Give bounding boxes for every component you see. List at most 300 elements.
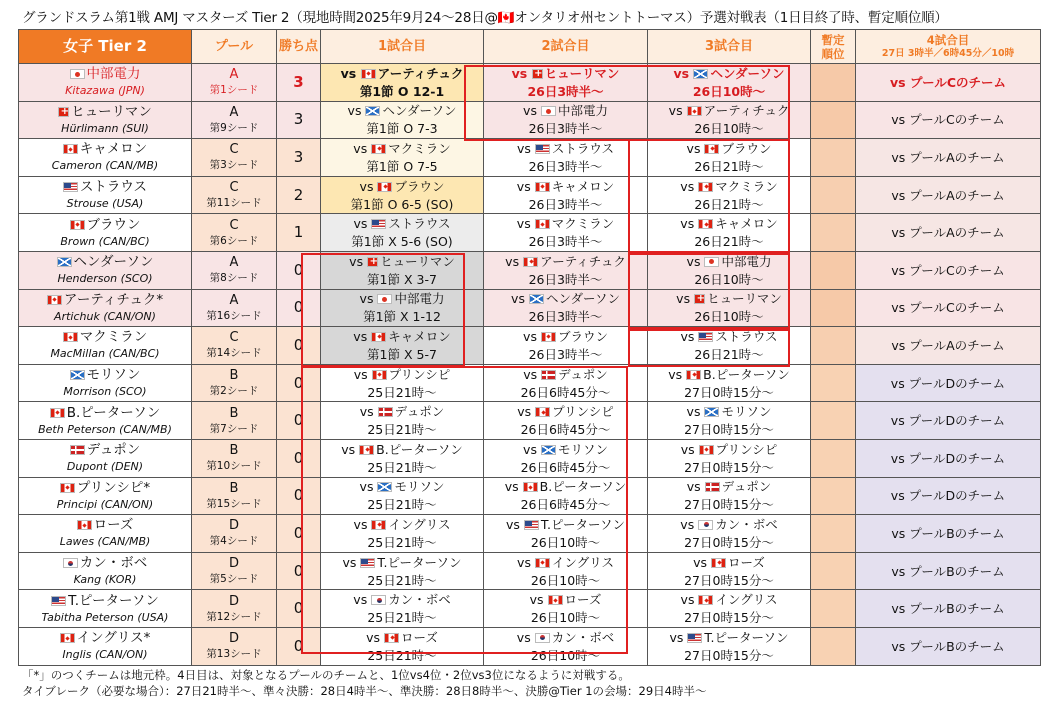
- opponent: [321, 591, 483, 609]
- pool-letter: A: [229, 67, 239, 83]
- player-cell: [19, 552, 192, 590]
- opponent-name: アーティチュク: [703, 103, 790, 119]
- player-name: [19, 404, 191, 422]
- match-info: 第1節 X 5-7: [367, 346, 437, 362]
- points-cell: 0: [277, 552, 321, 590]
- opponent: [648, 290, 810, 308]
- player-name-en: Inglis (CAN/ON): [62, 648, 148, 662]
- points-cell: 0: [277, 439, 321, 477]
- pool-cell: [192, 364, 277, 402]
- game3-cell: [648, 289, 811, 327]
- match-info: 第1節 O 7-5: [366, 158, 438, 174]
- opponent: [321, 178, 483, 196]
- vs-label: vs: [673, 65, 694, 81]
- match-info: 26日21時〜: [694, 196, 764, 212]
- pool-cell: [192, 439, 277, 477]
- vs-label: vs: [686, 140, 705, 156]
- flag-can-icon: [698, 219, 713, 229]
- vs-label: vs: [347, 103, 366, 119]
- player-name: [19, 516, 191, 534]
- game4-cell: vs プールDのチーム: [856, 402, 1041, 440]
- match-info: 第1節 X 3-7: [367, 271, 437, 287]
- header-game4-sub: 27日 3時半／6時45分／10時: [881, 47, 1015, 59]
- flag-jpn-icon: [704, 257, 719, 267]
- player-cell: [19, 402, 192, 440]
- flag-can-icon: [711, 558, 726, 568]
- rank-cell: [811, 590, 856, 628]
- points-cell: 0: [277, 251, 321, 289]
- match-info: 27日0時15分〜: [684, 422, 774, 438]
- player-name-en: Tabitha Peterson (USA): [41, 610, 169, 624]
- opponent: [321, 366, 483, 384]
- opponent: [321, 328, 483, 346]
- match-info: 第1節 O 6-5 (SO): [350, 196, 454, 212]
- player-name: [19, 554, 191, 572]
- player-name-en: Strouse (USA): [66, 197, 144, 211]
- opponent: [484, 102, 647, 120]
- player-name-en: Dupont (DEN): [66, 460, 144, 474]
- opponent: [484, 253, 647, 271]
- match-info: 25日21時〜: [367, 647, 437, 663]
- flag-can-icon: [535, 182, 550, 192]
- rank-cell: [811, 139, 856, 177]
- player-name: [19, 328, 191, 346]
- opponent: [484, 629, 647, 647]
- pool-cell: [192, 402, 277, 440]
- header-points: 勝ち点: [277, 30, 321, 64]
- opponent-name: B.ピーターソン: [703, 366, 790, 382]
- game4-cell: vs プールDのチーム: [856, 439, 1041, 477]
- page-title: グランドスラム第1戦 AMJ マスターズ Tier 2（現地時間2025年9月24〜28日@🇨🇦オンタリオ州セントトーマス）予選対戦表（1日目終了時、暫定順位順）: [22, 10, 948, 26]
- vs-label: vs: [680, 441, 699, 457]
- opponent-name: イングリス: [388, 516, 451, 532]
- opponent-name: デュポン: [558, 366, 608, 382]
- match-info: 26日3時半〜: [528, 158, 603, 174]
- opponent-name: イングリス: [551, 554, 614, 570]
- pool-letter: C: [229, 217, 239, 233]
- opponent: [648, 328, 810, 346]
- opponent-name: マクミラン: [551, 216, 615, 232]
- flag-can-icon: [60, 633, 75, 643]
- opponent: [648, 403, 810, 421]
- match-info: 25日21時〜: [367, 422, 437, 438]
- opponent-name: イングリス: [715, 592, 778, 608]
- flag-can-icon: [523, 482, 538, 492]
- table-row: [19, 590, 1041, 628]
- flag-can-icon: [535, 558, 550, 568]
- opponent: [484, 516, 647, 534]
- player-name-text: ストラウス: [79, 179, 148, 196]
- vs-label: vs: [516, 216, 535, 232]
- match-info: 27日0時15分〜: [684, 459, 774, 475]
- match-info: 26日6時45分〜: [520, 497, 611, 513]
- vs-label: vs: [353, 216, 372, 232]
- player-cell: [19, 327, 192, 365]
- opponent: [648, 478, 810, 496]
- opponent: [648, 441, 810, 459]
- flag-can-icon: [535, 219, 550, 229]
- table-row: [19, 214, 1041, 252]
- opponent: [321, 215, 483, 233]
- player-name-text: ブラウン: [86, 216, 141, 233]
- opponent-name: モリソン: [557, 441, 608, 457]
- vs-label: vs: [359, 479, 378, 495]
- player-cell: [19, 590, 192, 628]
- rank-cell: [811, 439, 856, 477]
- vs-label: vs: [680, 216, 699, 232]
- flag-kor-icon: [63, 558, 78, 568]
- flag-can-icon: [541, 332, 556, 342]
- game1-cell: [321, 439, 484, 477]
- table-row: [19, 627, 1041, 665]
- player-cell: [19, 364, 192, 402]
- game4-cell: vs プールAのチーム: [856, 139, 1041, 177]
- pool-letter: D: [228, 518, 239, 534]
- flag-usa-icon: [524, 520, 539, 530]
- game2-cell: [484, 364, 648, 402]
- rank-cell: [811, 214, 856, 252]
- opponent: [484, 178, 647, 196]
- player-cell: [19, 627, 192, 665]
- vs-label: vs: [353, 328, 372, 344]
- flag-can-icon: [63, 144, 78, 154]
- flag-can-icon: [384, 633, 399, 643]
- points-cell: 0: [277, 327, 321, 365]
- game4-cell: vs プールBのチーム: [856, 552, 1041, 590]
- vs-label: vs: [517, 554, 535, 570]
- points-cell: 3: [277, 64, 321, 102]
- table-row: [19, 101, 1041, 139]
- header-rank-text: 暫定 順位: [821, 32, 845, 61]
- header-game4-label: 4試合目: [926, 32, 970, 47]
- pool-letter: B: [229, 405, 239, 421]
- player-name-text: プリンシピ*: [76, 479, 151, 496]
- seed-label: 第1シード: [209, 84, 259, 97]
- player-name-en: Kitazawa (JPN): [65, 84, 145, 98]
- vs-label: vs: [680, 592, 699, 608]
- game4-cell: vs プールDのチーム: [856, 477, 1041, 515]
- player-name-text: ローズ: [93, 517, 134, 534]
- game3-cell: [648, 590, 811, 628]
- game3-cell: [648, 176, 811, 214]
- flag-can-icon: [699, 445, 714, 455]
- match-info: 26日6時45分〜: [520, 422, 611, 438]
- pool-letter: C: [229, 142, 239, 158]
- game4-cell: vs プールCのチーム: [856, 251, 1041, 289]
- match-info: 25日21時〜: [367, 572, 437, 588]
- flag-can-icon: [60, 483, 75, 493]
- vs-label: vs: [668, 366, 687, 382]
- match-info: 26日10時〜: [692, 83, 766, 99]
- rank-cell: [811, 101, 856, 139]
- player-name-text: アーティチュク*: [63, 291, 164, 308]
- opponent-name: ストラウス: [715, 328, 778, 344]
- opponent-name: カン・ボベ: [388, 592, 451, 608]
- opponent: [648, 366, 810, 384]
- pool-cell: [192, 251, 277, 289]
- vs-label: vs: [529, 592, 548, 608]
- opponent: [648, 554, 810, 572]
- flag-sui-icon: [694, 294, 705, 304]
- opponent-name: ローズ: [564, 592, 602, 608]
- points-cell: 0: [277, 477, 321, 515]
- pool-cell: [192, 289, 277, 327]
- flag-can-icon: [70, 220, 85, 230]
- game1-cell: [321, 590, 484, 628]
- player-cell: [19, 176, 192, 214]
- pool-letter: D: [228, 556, 239, 572]
- vs-label: vs: [669, 629, 688, 645]
- vs-label: vs: [686, 253, 705, 269]
- match-info: 26日10時〜: [694, 271, 764, 287]
- pool-letter: D: [228, 631, 239, 647]
- opponent: [321, 65, 483, 83]
- opponent-name: T.ピーターソン: [704, 629, 789, 645]
- header-game4: [856, 30, 1041, 64]
- points-cell: 2: [277, 176, 321, 214]
- game2-cell: [484, 251, 648, 289]
- game2-cell: [484, 289, 648, 327]
- flag-kor-icon: [698, 520, 713, 530]
- game3-cell: [648, 364, 811, 402]
- player-name-en: Morrison (SCO): [63, 385, 147, 399]
- match-info: 26日21時〜: [694, 158, 764, 174]
- vs-label: vs: [523, 103, 541, 119]
- match-info: 26日10時〜: [530, 647, 601, 663]
- pool-letter: B: [229, 480, 239, 496]
- rank-cell: [811, 64, 856, 102]
- match-info: 27日0時15分〜: [684, 610, 774, 626]
- opponent: [321, 629, 483, 647]
- flag-den-icon: [541, 370, 556, 380]
- opponent-name: ブラウン: [394, 178, 445, 194]
- rank-cell: [811, 176, 856, 214]
- match-info: 第1節 X 1-12: [363, 309, 441, 325]
- vs-label: vs: [505, 516, 524, 532]
- match-info: 第1節 O 7-3: [366, 121, 438, 137]
- opponent: [484, 140, 647, 158]
- flag-sui-icon: [532, 69, 543, 79]
- match-info: 26日3時半〜: [528, 196, 603, 212]
- player-name-text: ヒューリマン: [71, 103, 152, 120]
- vs-label: vs: [366, 629, 384, 645]
- player-name: [19, 216, 191, 234]
- match-info: 26日3時半〜: [528, 346, 603, 362]
- flag-sco-icon: [704, 407, 719, 417]
- game3-cell: [648, 552, 811, 590]
- vs-label: vs: [359, 404, 378, 420]
- game3-cell: [648, 214, 811, 252]
- game1-cell: [321, 627, 484, 665]
- header-rank: [811, 30, 856, 64]
- table-row: [19, 289, 1041, 327]
- vs-label: vs: [516, 178, 535, 194]
- vs-label: vs: [340, 65, 361, 81]
- match-info: 27日0時15分〜: [684, 384, 774, 400]
- player-name-en: Kang (KOR): [73, 573, 137, 587]
- flag-can-icon: [523, 257, 538, 267]
- game2-cell: [484, 627, 648, 665]
- pool-letter: C: [229, 180, 239, 196]
- vs-label: vs: [516, 629, 535, 645]
- opponent: [484, 65, 647, 83]
- match-info: 26日6時45分〜: [520, 384, 611, 400]
- opponent-name: ヒューリマン: [707, 291, 782, 307]
- opponent: [648, 629, 810, 647]
- footnote-local-teams: 「*」のつくチームは地元枠。4日目は、対象となるプールのチームと、1位vs4位・2位vs3位になるように対戦する。: [22, 668, 630, 682]
- rank-cell: [811, 364, 856, 402]
- match-info: 26日3時半〜: [528, 271, 603, 287]
- player-cell: [19, 515, 192, 553]
- opponent-name: ストラウス: [388, 216, 451, 232]
- flag-den-icon: [378, 407, 393, 417]
- opponent-name: カン・ボベ: [715, 516, 778, 532]
- game3-cell: [648, 477, 811, 515]
- table-row: [19, 515, 1041, 553]
- game3-cell: [648, 101, 811, 139]
- header-game2: 2試合目: [484, 30, 648, 64]
- opponent: [484, 441, 647, 459]
- game4-cell: vs プールCのチーム: [856, 101, 1041, 139]
- vs-label: vs: [504, 479, 523, 495]
- points-cell: 0: [277, 402, 321, 440]
- opponent-name: キャメロン: [551, 178, 615, 194]
- opponent: [648, 178, 810, 196]
- flag-can-icon: [371, 144, 386, 154]
- game3-cell: [648, 515, 811, 553]
- pool-cell: [192, 552, 277, 590]
- opponent-name: キャメロン: [388, 328, 451, 344]
- player-name-text: イングリス*: [76, 630, 151, 647]
- opponent: [484, 478, 647, 496]
- vs-label: vs: [505, 253, 524, 269]
- vs-label: vs: [342, 554, 361, 570]
- match-info: 25日21時〜: [367, 534, 437, 550]
- game2-cell: [484, 552, 648, 590]
- vs-label: vs: [353, 516, 372, 532]
- opponent-name: マクミラン: [715, 178, 778, 194]
- pool-letter: B: [229, 368, 239, 384]
- game2-cell: [484, 590, 648, 628]
- seed-label: 第6シード: [209, 234, 259, 247]
- flag-den-icon: [705, 482, 720, 492]
- header-game1: 1試合目: [321, 30, 484, 64]
- player-cell: [19, 214, 192, 252]
- vs-label: vs: [523, 328, 541, 344]
- header-tier: 女子 Tier 2: [19, 30, 192, 64]
- opponent-name: キャメロン: [715, 216, 778, 232]
- table-row: [19, 251, 1041, 289]
- flag-sco-icon: [365, 106, 380, 116]
- header-row: [19, 30, 1041, 64]
- points-cell: 3: [277, 139, 321, 177]
- game1-cell: [321, 552, 484, 590]
- match-info: 27日0時15分〜: [684, 572, 774, 588]
- match-info: 27日0時15分〜: [684, 647, 774, 663]
- vs-label: vs: [680, 516, 699, 532]
- opponent-name: B.ピーターソン: [376, 441, 463, 457]
- vs-label: vs: [359, 291, 378, 307]
- flag-can-icon: [359, 445, 374, 455]
- opponent-name: プリンシピ: [388, 366, 451, 382]
- vs-label: vs: [511, 291, 529, 307]
- vs-label: vs: [686, 404, 705, 420]
- opponent-name: T.ピーターソン: [377, 554, 462, 570]
- rank-cell: [811, 402, 856, 440]
- opponent: [484, 290, 647, 308]
- header-pool: プール: [192, 30, 277, 64]
- game2-cell: [484, 439, 648, 477]
- match-info: 26日3時半〜: [528, 121, 603, 137]
- opponent: [648, 591, 810, 609]
- opponent: [484, 328, 647, 346]
- opponent-name: ヘンダーソン: [382, 103, 457, 119]
- pool-letter: A: [229, 255, 239, 271]
- player-name-text: 中部電力: [86, 66, 141, 83]
- player-name-text: カン・ボベ: [79, 555, 148, 572]
- seed-label: 第14シード: [206, 347, 262, 360]
- pool-letter: D: [228, 593, 239, 609]
- seed-label: 第11シード: [206, 197, 262, 210]
- seed-label: 第9シード: [209, 121, 259, 134]
- player-name: [19, 65, 191, 83]
- opponent: [321, 554, 483, 572]
- flag-can-icon: [63, 332, 78, 342]
- match-info: 26日10時〜: [694, 121, 764, 137]
- table-row: [19, 176, 1041, 214]
- opponent: [321, 253, 483, 271]
- player-name-text: モリソン: [86, 367, 141, 384]
- player-name-en: Artichuk (CAN/ON): [54, 309, 156, 323]
- match-info: 25日21時〜: [367, 497, 437, 513]
- flag-sco-icon: [693, 69, 708, 79]
- pool-cell: [192, 590, 277, 628]
- opponent-name: ブラウン: [721, 140, 772, 156]
- header-game3: 3試合目: [648, 30, 811, 64]
- game4-cell: vs プールAのチーム: [856, 176, 1041, 214]
- vs-label: vs: [680, 178, 699, 194]
- schedule-body: [19, 64, 1041, 666]
- player-name: [19, 441, 191, 459]
- opponent: [648, 140, 810, 158]
- game2-cell: [484, 327, 648, 365]
- player-name: [19, 629, 191, 647]
- game2-cell: [484, 515, 648, 553]
- vs-label: vs: [517, 404, 536, 420]
- game4-cell: vs プールBのチーム: [856, 590, 1041, 628]
- flag-kor-icon: [371, 595, 386, 605]
- rank-cell: [811, 515, 856, 553]
- flag-kor-icon: [535, 633, 550, 643]
- game1-cell: [321, 139, 484, 177]
- flag-jpn-icon: [541, 106, 556, 116]
- seed-label: 第8シード: [209, 272, 259, 285]
- game4-cell: vs プールBのチーム: [856, 627, 1041, 665]
- game4-cell: vs プールAのチーム: [856, 214, 1041, 252]
- player-name-text: マクミラン: [79, 329, 148, 346]
- footnote-tiebreak: タイブレーク（必要な場合）：27日21時半〜、準々決勝：28日4時半〜、準決勝：28日8時半〜、決勝@Tier 1の会場：29日4時半〜: [22, 684, 707, 698]
- player-name-text: B.ピーターソン: [66, 404, 161, 421]
- opponent-name: デュポン: [394, 404, 445, 420]
- player-cell: [19, 439, 192, 477]
- game3-cell: [648, 139, 811, 177]
- player-name-text: デュポン: [86, 442, 141, 459]
- vs-label: vs: [693, 554, 711, 570]
- vs-label: vs: [523, 366, 542, 382]
- player-name-text: キャメロン: [79, 141, 148, 158]
- opponent-name: 中部電力: [557, 103, 608, 119]
- seed-label: 第15シード: [206, 497, 262, 510]
